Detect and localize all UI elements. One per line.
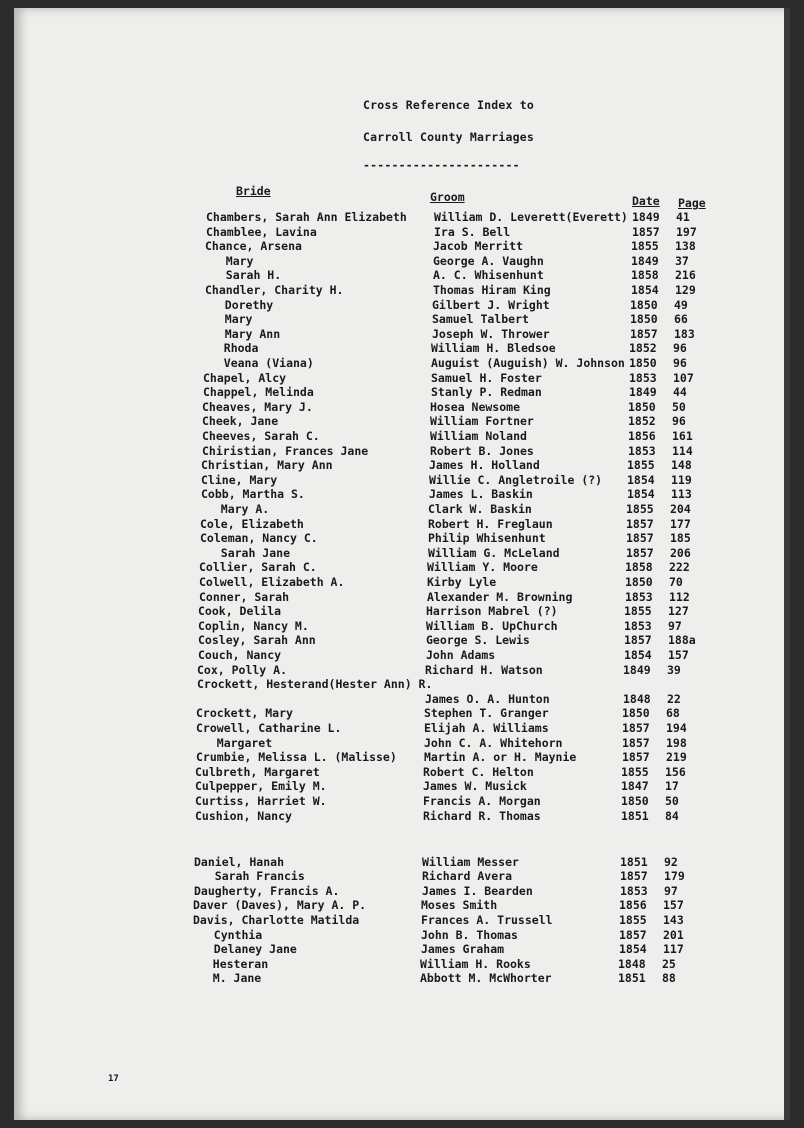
page-cell: 70 [669,575,683,589]
page-cell: 113 [671,487,692,502]
groom-cell: Richard H. Watson [425,662,543,677]
bride-cell: Chambers, Sarah Ann Elizabeth [206,210,407,224]
bride-cell: Daver (Daves), Mary A. P. [193,898,367,913]
groom-cell: Joseph W. Thrower [432,326,550,341]
date-cell: 1858 [631,268,659,283]
document-page [14,8,790,1120]
groom-cell: John Adams [426,648,496,662]
date-cell: 1850 [628,399,656,414]
bride-cell: Davis, Charlotte Matilda [193,913,360,927]
page-cell: 92 [664,854,678,869]
groom-cell: Robert B. Jones [430,443,534,458]
date-cell: 1850 [630,312,658,327]
page-cell: 50 [672,399,686,414]
page-cell: 37 [675,253,689,268]
page-cell: 68 [666,706,680,721]
index-title: Cross Reference Index to [363,98,534,112]
bride-cell: Daniel, Hanah [194,854,285,869]
date-cell: 1857 [624,633,652,648]
page-cell: 96 [673,356,687,370]
groom-cell: Auguist (Auguish) W. Johnson [431,356,625,370]
bride-cell: Mary [205,253,254,268]
groom-cell: Stanly P. Redman [431,385,542,400]
date-cell: 1852 [629,341,657,356]
groom-cell: Abbott M. McWhorter [420,971,552,986]
date-cell: 1850 [625,575,653,589]
page-cell: 44 [673,385,687,400]
page-cell: 157 [663,898,684,913]
bride-cell: Couch, Nancy [198,648,282,662]
bride-cell: Cushion, Nancy [195,808,292,823]
date-cell: 1850 [629,356,657,370]
date-cell: 1856 [628,429,656,443]
groom-cell: William Noland [430,429,527,443]
groom-cell: William B. UpChurch [426,618,558,633]
page-edge-shadow [784,8,790,1120]
bride-cell: Cheaves, Mary J. [202,399,313,414]
page-cell: 114 [672,443,693,458]
page-cell: 88 [662,971,676,986]
page-cell: 143 [663,913,684,927]
date-cell: 1847 [621,779,649,794]
groom-cell: Clark W. Baskin [428,502,532,516]
groom-cell: Kirby Lyle [427,575,497,589]
groom-cell: James I. Bearden [422,883,533,898]
date-cell: 1854 [624,648,652,662]
date-cell: 1853 [628,443,656,458]
date-cell: 1851 [620,854,648,869]
groom-cell: Willie C. Angletroile (?) [429,472,603,487]
date-cell: 1850 [630,297,658,312]
date-cell: 1857 [626,516,654,531]
date-cell: 1857 [630,326,658,341]
bride-cell: Coplin, Nancy M. [198,618,309,633]
bride-cell: Mary Ann [204,326,281,341]
page-cell: 84 [665,808,679,823]
groom-cell: William D. Leverett(Everett) [434,210,628,224]
date-cell: 1857 [626,531,654,546]
groom-cell: Robert C. Helton [423,764,534,779]
bride-cell: Cheek, Jane [202,414,279,429]
date-cell: 1857 [626,545,654,560]
groom-cell: Hosea Newsome [430,399,521,414]
bride-cell: Collier, Sarah C. [199,560,317,575]
date-cell: 1856 [619,898,647,913]
bride-cell: Culbreth, Margaret [195,764,320,779]
groom-cell: Moses Smith [421,898,498,913]
page-cell: 177 [670,516,691,531]
bride-cell: Conner, Sarah [199,589,290,604]
page-cell: 41 [676,210,690,224]
bride-cell: Rhoda [203,341,259,356]
groom-cell: Samuel H. Foster [431,370,542,385]
date-cell: 1855 [626,502,654,516]
bride-cell: Cosley, Sarah Ann [198,633,316,648]
bride-cell: Cobb, Martha S. [201,487,305,502]
bride-cell: Curtiss, Harriet W. [195,794,327,808]
page-cell: 129 [675,283,696,297]
groom-cell: William H. Bledsoe [431,341,556,356]
groom-cell: William Messer [422,854,519,869]
date-cell: 1849 [629,385,657,400]
groom-cell: James O. A. Hunton [425,691,550,706]
groom-cell: William G. McLeland [428,545,560,560]
groom-cell: Harrison Mabrel (?) [426,604,558,619]
groom-cell: Samuel Talbert [432,312,529,327]
page-cell: 188a [668,633,696,648]
bride-cell: Chappel, Melinda [203,385,314,400]
groom-cell: Robert H. Freglaun [428,516,553,531]
groom-cell: James L. Baskin [429,487,533,502]
page-cell: 97 [664,883,678,898]
groom-cell: Ira S. Bell [434,224,511,239]
page-cell: 39 [667,662,681,677]
groom-cell: Richard Avera [422,869,513,884]
groom-cell: William H. Rooks [420,956,531,971]
groom-cell: Francis A. Morgan [423,794,541,808]
bride-cell: Culpepper, Emily M. [195,779,327,794]
page-cell: 127 [668,604,689,619]
page-cell: 17 [665,779,679,794]
groom-column-header: Groom [430,190,465,204]
date-cell: 1858 [625,560,653,575]
bride-cell: Crockett, Hesterand(Hester Ann) R. [197,677,433,692]
page-cell: 197 [676,224,697,239]
date-cell: 1849 [632,210,660,224]
date-column-header: Date [632,194,660,208]
bride-cell: Chance, Arsena [205,239,302,254]
bride-cell: Sarah Francis [194,869,305,884]
groom-cell: James H. Holland [429,458,540,473]
page-cell: 183 [674,326,695,341]
bride-cell: Colwell, Elizabeth A. [199,575,345,589]
date-cell: 1855 [631,239,659,254]
groom-cell: Philip Whisenhunt [428,531,546,546]
date-cell: 1855 [627,458,655,473]
page-cell: 96 [672,414,686,429]
bride-cell: Cynthia [193,927,263,942]
title-separator: ---------------------- [363,158,520,172]
bride-cell: M. Jane [192,971,262,986]
bride-cell: Crockett, Mary [196,706,293,721]
date-cell: 1857 [632,224,660,239]
page-cell: 219 [666,750,687,765]
groom-cell: James W. Musick [423,779,527,794]
bride-cell: Cheeves, Sarah C. [202,429,320,443]
date-cell: 1857 [622,750,650,765]
groom-cell: James Graham [421,942,505,957]
bride-cell: Mary [204,312,253,327]
date-cell: 1855 [619,913,647,927]
page-number: 17 [108,1074,119,1084]
groom-cell: Martin A. or H. Maynie [424,750,577,765]
page-cell: 107 [673,370,694,385]
date-cell: 1857 [619,927,647,942]
bride-cell: Daugherty, Francis A. [194,883,340,898]
groom-cell: Gilbert J. Wright [432,297,550,312]
bride-cell: Chamblee, Lavina [206,224,317,239]
page-cell: 112 [669,589,690,604]
page-cell: 66 [674,312,688,327]
page-cell: 185 [670,531,691,546]
page-cell: 201 [663,927,684,942]
page-cell: 216 [675,268,696,283]
page-cell: 194 [666,721,687,735]
groom-cell: Jacob Merritt [433,239,524,254]
groom-cell: George A. Vaughn [433,253,544,268]
bride-cell: Cole, Elizabeth [200,516,304,531]
bride-cell: Crowell, Catharine L. [196,721,342,735]
page-cell: 138 [675,239,696,254]
bride-cell: Christian, Mary Ann [201,458,333,473]
date-cell: 1857 [622,735,650,750]
date-cell: 1853 [625,589,653,604]
bride-cell: Veana (Viana) [203,356,314,370]
date-cell: 1853 [629,370,657,385]
date-cell: 1854 [627,472,655,487]
page-cell: 161 [672,429,693,443]
page-cell: 148 [671,458,692,473]
bride-cell: Hesteran [192,956,269,971]
groom-cell: Elijah A. Williams [424,721,549,735]
date-cell: 1854 [631,283,659,297]
county-title: Carroll County Marriages [363,130,534,144]
groom-cell: Alexander M. Browning [427,589,573,604]
date-cell: 1855 [624,604,652,619]
page-cell: 179 [664,869,685,884]
date-cell: 1850 [621,794,649,808]
date-cell: 1857 [622,721,650,735]
groom-cell: Richard R. Thomas [423,808,541,823]
page-cell: 97 [668,618,682,633]
groom-cell: John B. Thomas [421,927,518,942]
groom-cell: William Y. Moore [427,560,538,575]
page-cell: 198 [666,735,687,750]
groom-cell: John C. A. Whitehorn [424,735,563,750]
date-cell: 1853 [620,883,648,898]
groom-cell: Thomas Hiram King [433,283,551,297]
page-column-header: Page [678,196,706,210]
bride-cell: Sarah Jane [200,545,291,560]
bride-cell: Margaret [196,735,273,750]
page-cell: 119 [671,472,692,487]
bride-cell: Chandler, Charity H. [205,283,344,297]
date-cell: 1850 [622,706,650,721]
date-cell: 1849 [631,253,659,268]
date-cell: 1851 [618,971,646,986]
bride-cell: Mary A. [200,502,270,516]
groom-cell: Stephen T. Granger [424,706,549,721]
bride-cell: Coleman, Nancy C. [200,531,318,546]
bride-cell: Dorethy [204,297,274,312]
page-cell: 96 [673,341,687,356]
groom-cell: George S. Lewis [426,633,530,648]
date-cell: 1849 [623,662,651,677]
bride-cell: Cox, Polly A. [197,662,288,677]
page-cell: 204 [670,502,691,516]
bride-cell: Crumbie, Melissa L. (Malisse) [196,750,397,765]
page-cell: 25 [662,956,676,971]
bride-column-header: Bride [236,184,271,198]
bride-cell: Chiristian, Frances Jane [202,443,369,458]
date-cell: 1857 [620,869,648,884]
bride-cell: Cook, Delila [198,604,282,619]
bride-cell: Delaney Jane [193,942,297,957]
page-cell: 222 [669,560,690,575]
groom-cell: Frances A. Trussell [421,913,553,927]
bride-cell: Chapel, Alcy [203,370,287,385]
page-cell: 117 [663,942,684,957]
date-cell: 1854 [627,487,655,502]
page-cell: 50 [665,794,679,808]
groom-cell: William Fortner [430,414,534,429]
date-cell: 1853 [624,618,652,633]
page-cell: 49 [674,297,688,312]
groom-cell: A. C. Whisenhunt [433,268,544,283]
page-cell: 206 [670,545,691,560]
date-cell: 1848 [623,691,651,706]
bride-cell: Sarah H. [205,268,282,283]
date-cell: 1854 [619,942,647,957]
bride-cell: Cline, Mary [201,472,278,487]
page-cell: 157 [668,648,689,662]
date-cell: 1851 [621,808,649,823]
page-cell: 156 [665,764,686,779]
date-cell: 1852 [628,414,656,429]
page-cell: 22 [667,691,681,706]
date-cell: 1855 [621,764,649,779]
date-cell: 1848 [618,956,646,971]
